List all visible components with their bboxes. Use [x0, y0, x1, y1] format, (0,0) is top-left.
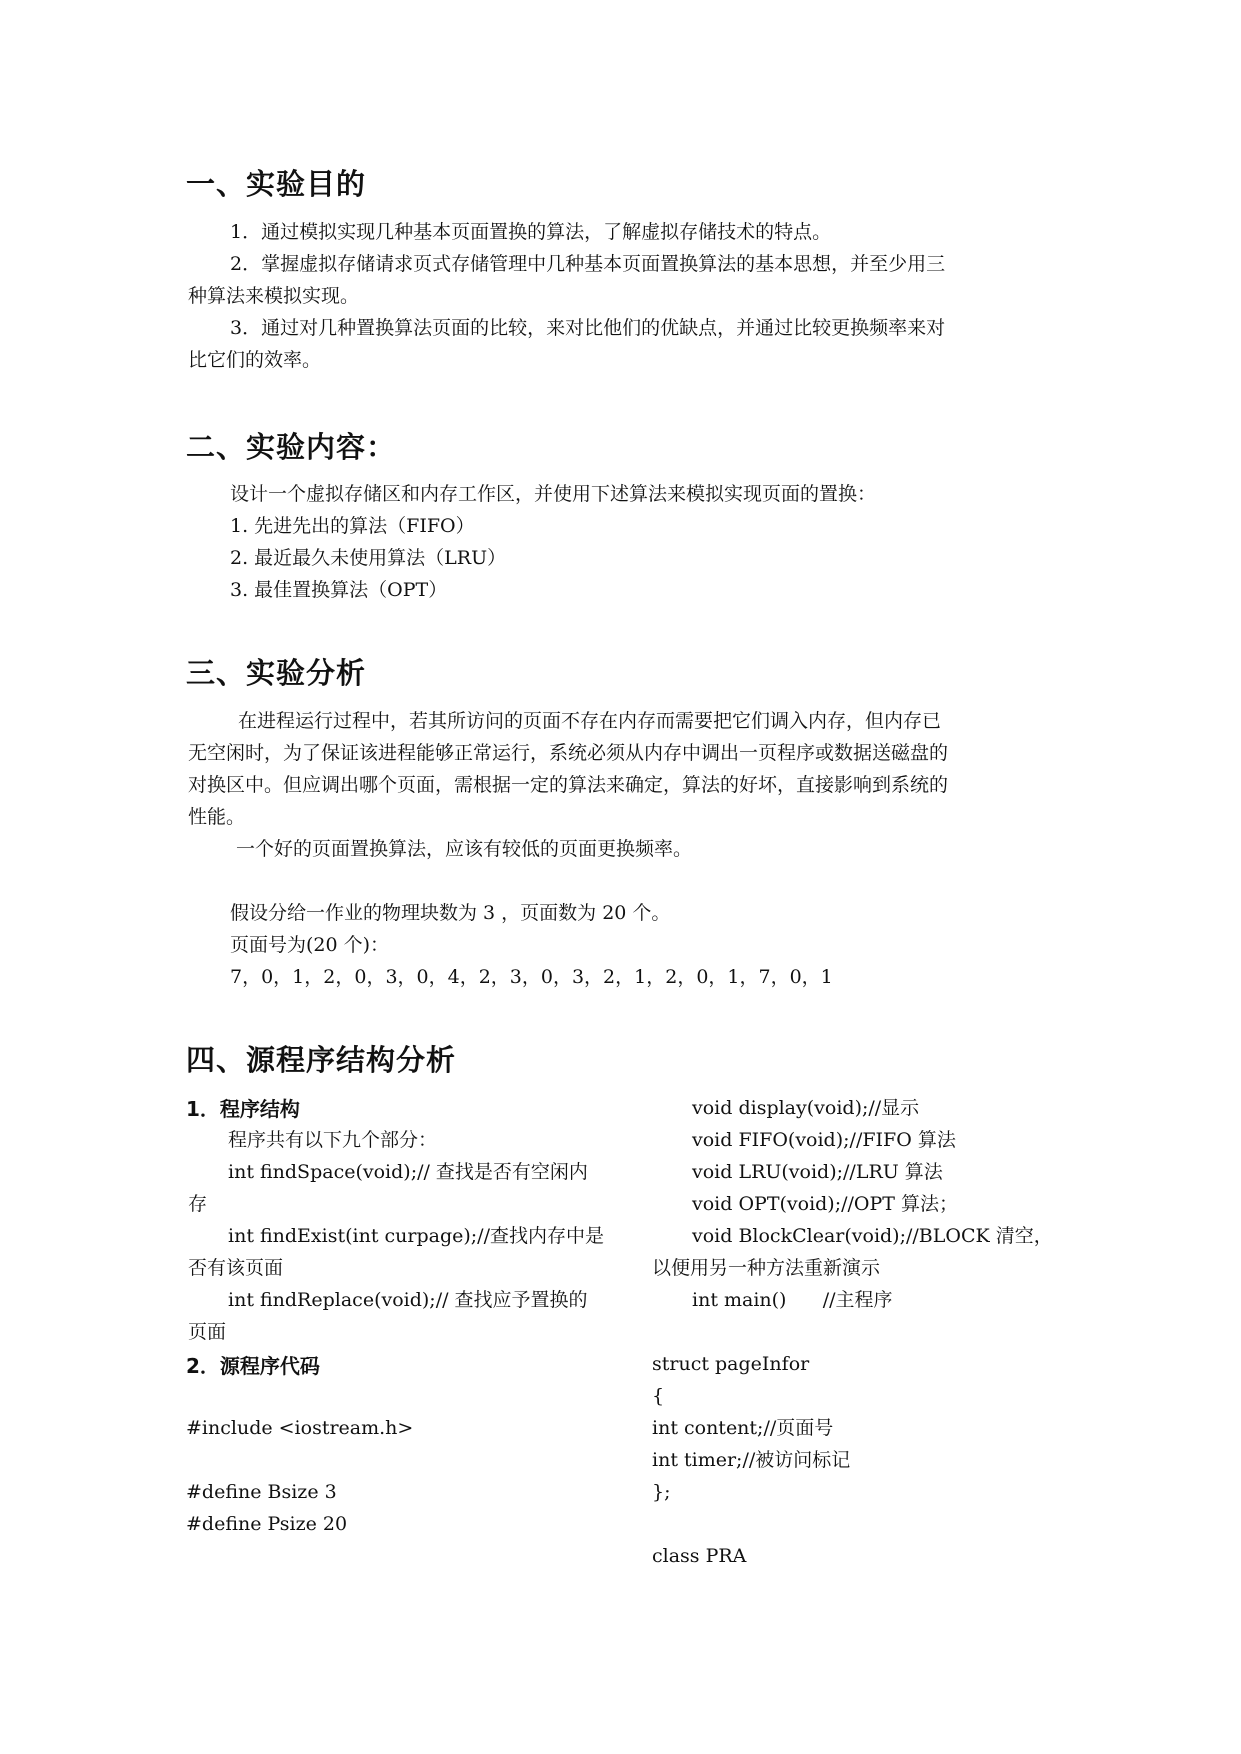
- list-item-fifo: 1. 先进先出的算法（FIFO）: [230, 515, 475, 537]
- code-line: #include <iostream.h>: [186, 1417, 414, 1439]
- analysis-line-5: 一个好的页面置换算法，应该有较低的页面更换频率。: [236, 838, 693, 860]
- list-item-opt: 3. 最佳置换算法（OPT）: [230, 579, 448, 601]
- code-line: struct pageInfor: [652, 1353, 810, 1375]
- code-line: {: [652, 1385, 665, 1407]
- code-line: int content;//页面号: [652, 1417, 834, 1439]
- section-3-heading: 三、实验分析: [186, 656, 367, 690]
- structure-line: void OPT(void);//OPT 算法；: [692, 1193, 959, 1215]
- analysis-line-3: 对换区中。但应调出哪个页面，需根据一定的算法来确定，算法的好坏，直接影响到系统的: [188, 774, 949, 796]
- block-count-text: 假设分给一作业的物理块数为 3 ，页面数为 20 个。: [230, 902, 671, 924]
- structure-line: void BlockClear(void);//BLOCK 清空，: [692, 1225, 1053, 1247]
- structure-line: 页面: [188, 1321, 227, 1343]
- code-line: class PRA: [652, 1545, 747, 1567]
- page-numbers-label: 页面号为(20 个)：: [230, 934, 390, 956]
- analysis-line-4: 性能。: [188, 806, 246, 828]
- section-4-heading: 四、源程序结构分析: [186, 1043, 457, 1077]
- content-intro: 设计一个虚拟存储区和内存工作区，并使用下述算法来模拟实现页面的置换：: [230, 483, 877, 505]
- structure-line: int findSpace(void);// 查找是否有空闲内: [228, 1161, 588, 1183]
- structure-line: int findReplace(void);// 查找应予置换的: [228, 1289, 588, 1311]
- structure-line: 否有该页面: [188, 1257, 284, 1279]
- code-line: #define Bsize 3: [186, 1481, 337, 1503]
- structure-line: int findExist(int curpage);//查找内存中是: [228, 1225, 604, 1247]
- structure-line: int main() //主程序: [692, 1289, 893, 1311]
- subheading-program-structure: 1．程序结构: [186, 1097, 300, 1121]
- structure-intro: 程序共有以下九个部分：: [228, 1129, 438, 1151]
- code-line: int timer;//被访问标记: [652, 1449, 851, 1471]
- subheading-source-code: 2．源程序代码: [186, 1354, 320, 1378]
- list-item-lru: 2. 最近最久未使用算法（LRU）: [230, 547, 507, 569]
- code-line: };: [652, 1481, 671, 1503]
- structure-line: void LRU(void);//LRU 算法: [692, 1161, 943, 1183]
- analysis-line-2: 无空闲时，为了保证该进程能够正常运行，系统必须从内存中调出一页程序或数据送磁盘的: [188, 742, 949, 764]
- page-reference-string: 7，0，1，2，0，3，0，4，2，3，0，3，2，1，2，0，1，7，0，1: [230, 966, 833, 988]
- objective-2-line-1: 2．掌握虚拟存储请求页式存储管理中几种基本页面置换算法的基本思想，并至少用三: [230, 253, 946, 275]
- objective-2-line-2: 种算法来模拟实现。: [188, 285, 360, 307]
- objective-3-line-2: 比它们的效率。: [188, 349, 322, 371]
- structure-line: 存: [188, 1193, 208, 1215]
- structure-line: void display(void);//显示: [692, 1097, 920, 1119]
- section-2-heading: 二、实验内容：: [186, 430, 397, 464]
- section-1-heading: 一、实验目的: [186, 167, 367, 201]
- code-line: #define Psize 20: [186, 1513, 348, 1535]
- structure-line: void FIFO(void);//FIFO 算法: [692, 1129, 956, 1151]
- objective-1: 1．通过模拟实现几种基本页面置换的算法，了解虚拟存储技术的特点。: [230, 221, 832, 243]
- analysis-line-1: 在进程运行过程中，若其所访问的页面不存在内存而需要把它们调入内存，但内存已: [238, 710, 942, 732]
- structure-line: 以便用另一种方法重新演示: [652, 1257, 881, 1279]
- objective-3-line-1: 3．通过对几种置换算法页面的比较，来对比他们的优缺点，并通过比较更换频率来对: [230, 317, 946, 339]
